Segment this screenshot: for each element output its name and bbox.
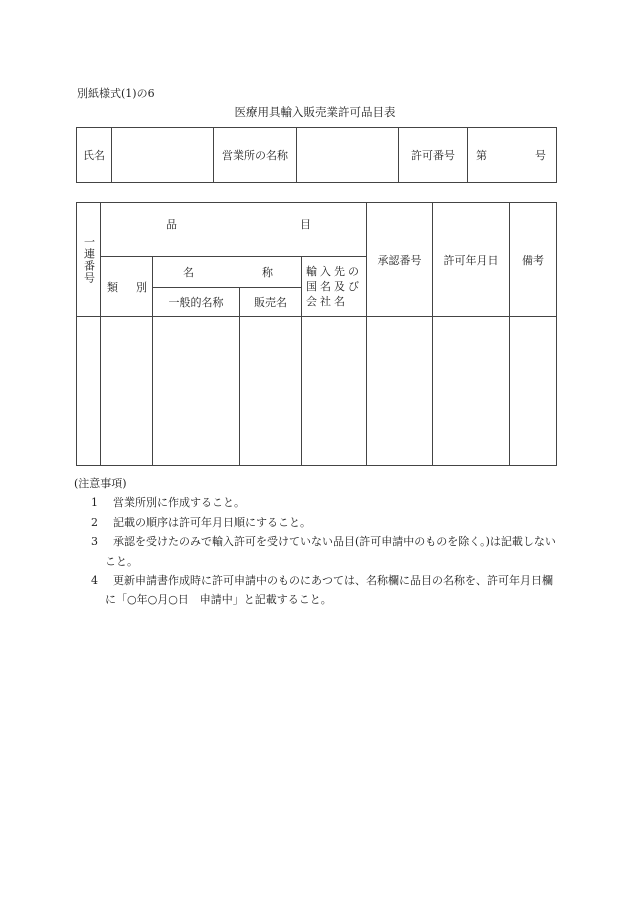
- approval-number-header: 承認番号: [367, 203, 433, 317]
- cell-import-source[interactable]: [302, 317, 367, 466]
- note-item: 3 承認を受けたのみで輸入許可を受けていない品目(許可申請中のものを除く。)は記載しないこと。: [91, 535, 556, 568]
- permit-number-field[interactable]: [468, 128, 557, 183]
- category-header: 類 別: [101, 257, 153, 317]
- header-table: [76, 127, 557, 183]
- cell-remarks[interactable]: [510, 317, 557, 466]
- permit-date-header: 許可年月日: [433, 203, 510, 317]
- name-field[interactable]: [112, 128, 214, 183]
- cell-serial[interactable]: [77, 317, 101, 466]
- import-source-header: 輸入先の国名及び会社名: [302, 257, 367, 317]
- name-label: 氏名: [77, 128, 112, 183]
- office-name-field[interactable]: [297, 128, 399, 183]
- permit-number-prefix: 第: [476, 149, 487, 162]
- notes-heading: (注意事項): [74, 477, 127, 490]
- remarks-header: 備考: [510, 203, 557, 317]
- cell-category[interactable]: [101, 317, 153, 466]
- note-item: 2 記載の順序は許可年月日順にすること。: [91, 515, 311, 529]
- office-name-label: 営業所の名称: [214, 128, 297, 183]
- permit-number-label: 許可番号: [399, 128, 468, 183]
- serial-number-header: 一連番号: [77, 203, 101, 317]
- name-header: 名 称: [153, 257, 302, 288]
- cell-brand-name[interactable]: [240, 317, 302, 466]
- items-table: [76, 202, 557, 466]
- generic-name-header: 一般的名称: [153, 288, 240, 317]
- cell-permit-date[interactable]: [433, 317, 510, 466]
- notes-section: [74, 474, 557, 610]
- document-title: 医療用具輸入販売業許可品目表: [234, 105, 396, 119]
- cell-approval-number[interactable]: [367, 317, 433, 466]
- note-item: 1 営業所別に作成すること。: [91, 496, 245, 510]
- table-row: [77, 317, 557, 466]
- permit-number-suffix: 号: [535, 149, 546, 162]
- item-header: 品 目: [101, 203, 367, 257]
- brand-name-header: 販売名: [240, 288, 302, 317]
- note-item: 4 更新申請書作成時に許可申請中のものにあつては、名称欄に品目の名称を、許可年月日欄に「○年○月○日 申請中」と記載すること。: [91, 574, 553, 607]
- form-id: 別紙様式(1)の6: [77, 87, 155, 100]
- cell-generic-name[interactable]: [153, 317, 240, 466]
